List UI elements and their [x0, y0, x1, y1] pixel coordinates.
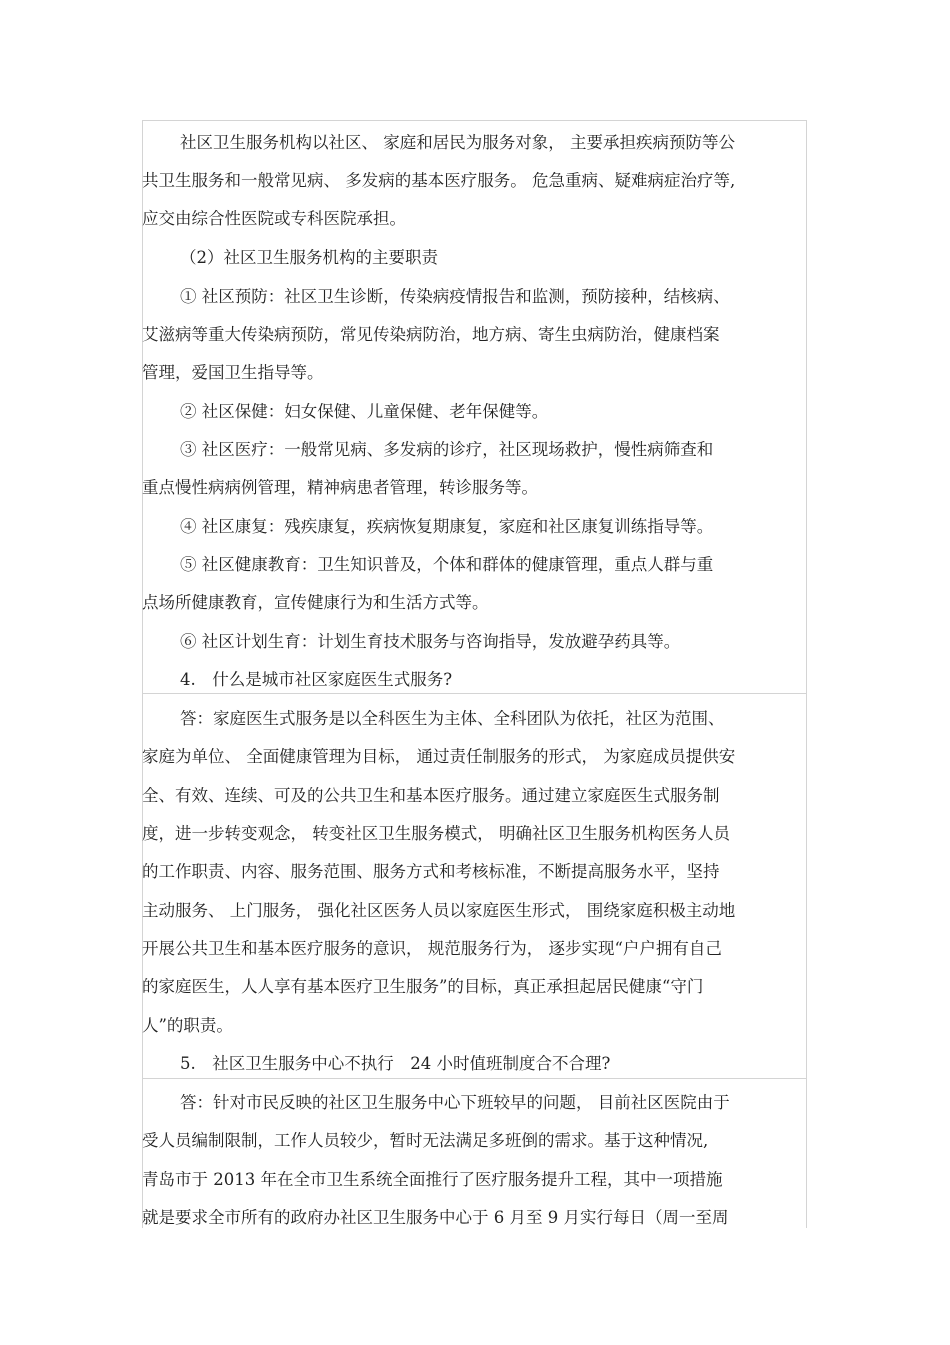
- paragraph-line: 应交由综合性医院或专科医院承担。: [142, 209, 406, 228]
- answer-line: 开展公共卫生和基本医疗服务的意识， 规范服务行为， 逐步实现“户户拥有自己: [142, 939, 722, 958]
- answer-line: 主动服务、 上门服务， 强化社区医务人员以家庭医生形式， 围绕家庭积极主动地: [142, 901, 736, 920]
- question-5: 5. 社区卫生服务中心不执行 24 小时值班制度合不合理?: [180, 1054, 611, 1073]
- duty-line: ② 社区保健：妇女保健、儿童保健、老年保健等。: [180, 402, 549, 421]
- question-4: 4. 什么是城市社区家庭医生式服务?: [180, 670, 453, 689]
- answer-line: 家庭为单位、 全面健康管理为目标， 通过责任制服务的形式， 为家庭成员提供安: [142, 747, 736, 766]
- answer-line: 的工作职责、内容、服务范围、服务方式和考核标准，不断提高服务水平，坚持: [142, 862, 720, 881]
- answer-line: 受人员编制限制，工作人员较少，暂时无法满足多班倒的需求。基于这种情况,: [142, 1131, 709, 1150]
- answer-line: 度，进一步转变观念， 转变社区卫生服务模式， 明确社区卫生服务机构医务人员: [142, 824, 730, 843]
- duty-line: ④ 社区康复：残疾康复，疾病恢复期康复，家庭和社区康复训练指导等。: [180, 517, 714, 536]
- section-heading: （2）社区卫生服务机构的主要职责: [180, 248, 438, 267]
- duty-line: ③ 社区医疗：一般常见病、多发病的诊疗，社区现场救护，慢性病筛查和: [180, 440, 714, 459]
- frame-top-border: [142, 120, 807, 121]
- duty-line: 重点慢性病病例管理，精神病患者管理，转诊服务等。: [142, 478, 538, 497]
- paragraph-line: 共卫生服务和一般常见病、 多发病的基本医疗服务。 危急重病、疑难病症治疗等,: [142, 171, 736, 190]
- frame-left-border: [142, 120, 143, 1228]
- duty-line: 点场所健康教育，宣传健康行为和生活方式等。: [142, 593, 489, 612]
- duty-line: ① 社区预防：社区卫生诊断，传染病疫情报告和监测，预防接种，结核病、: [180, 287, 730, 306]
- duty-line: 艾滋病等重大传染病预防，常见传染病防治，地方病、寄生虫病防治，健康档案: [142, 325, 720, 344]
- duty-line: ⑤ 社区健康教育：卫生知识普及，个体和群体的健康管理，重点人群与重: [180, 555, 714, 574]
- answer-line: 答：针对市民反映的社区卫生服务中心下班较早的问题， 目前社区医院由于: [180, 1093, 730, 1112]
- paragraph-line: 社区卫生服务机构以社区、 家庭和居民为服务对象， 主要承担疾病预防等公: [180, 133, 735, 152]
- answer-line: 就是要求全市所有的政府办社区卫生服务中心于 6 月至 9 月实行每日（周一至周: [142, 1208, 729, 1227]
- duty-line: ⑥ 社区计划生育：计划生育技术服务与咨询指导，发放避孕药具等。: [180, 632, 681, 651]
- answer-line: 答：家庭医生式服务是以全科医生为主体、全科团队为依托，社区为范围、: [180, 709, 725, 728]
- duty-line: 管理，爱国卫生指导等。: [142, 363, 324, 382]
- answer-line: 全、有效、连续、可及的公共卫生和基本医疗服务。通过建立家庭医生式服务制: [142, 786, 720, 805]
- answer-line: 人”的职责。: [142, 1016, 233, 1035]
- answer-line: 的家庭医生，人人享有基本医疗卫生服务”的目标，真正承担起居民健康“守门: [142, 977, 704, 996]
- answer-line: 青岛市于 2013 年在全市卫生系统全面推行了医疗服务提升工程，其中一项措施: [142, 1170, 723, 1189]
